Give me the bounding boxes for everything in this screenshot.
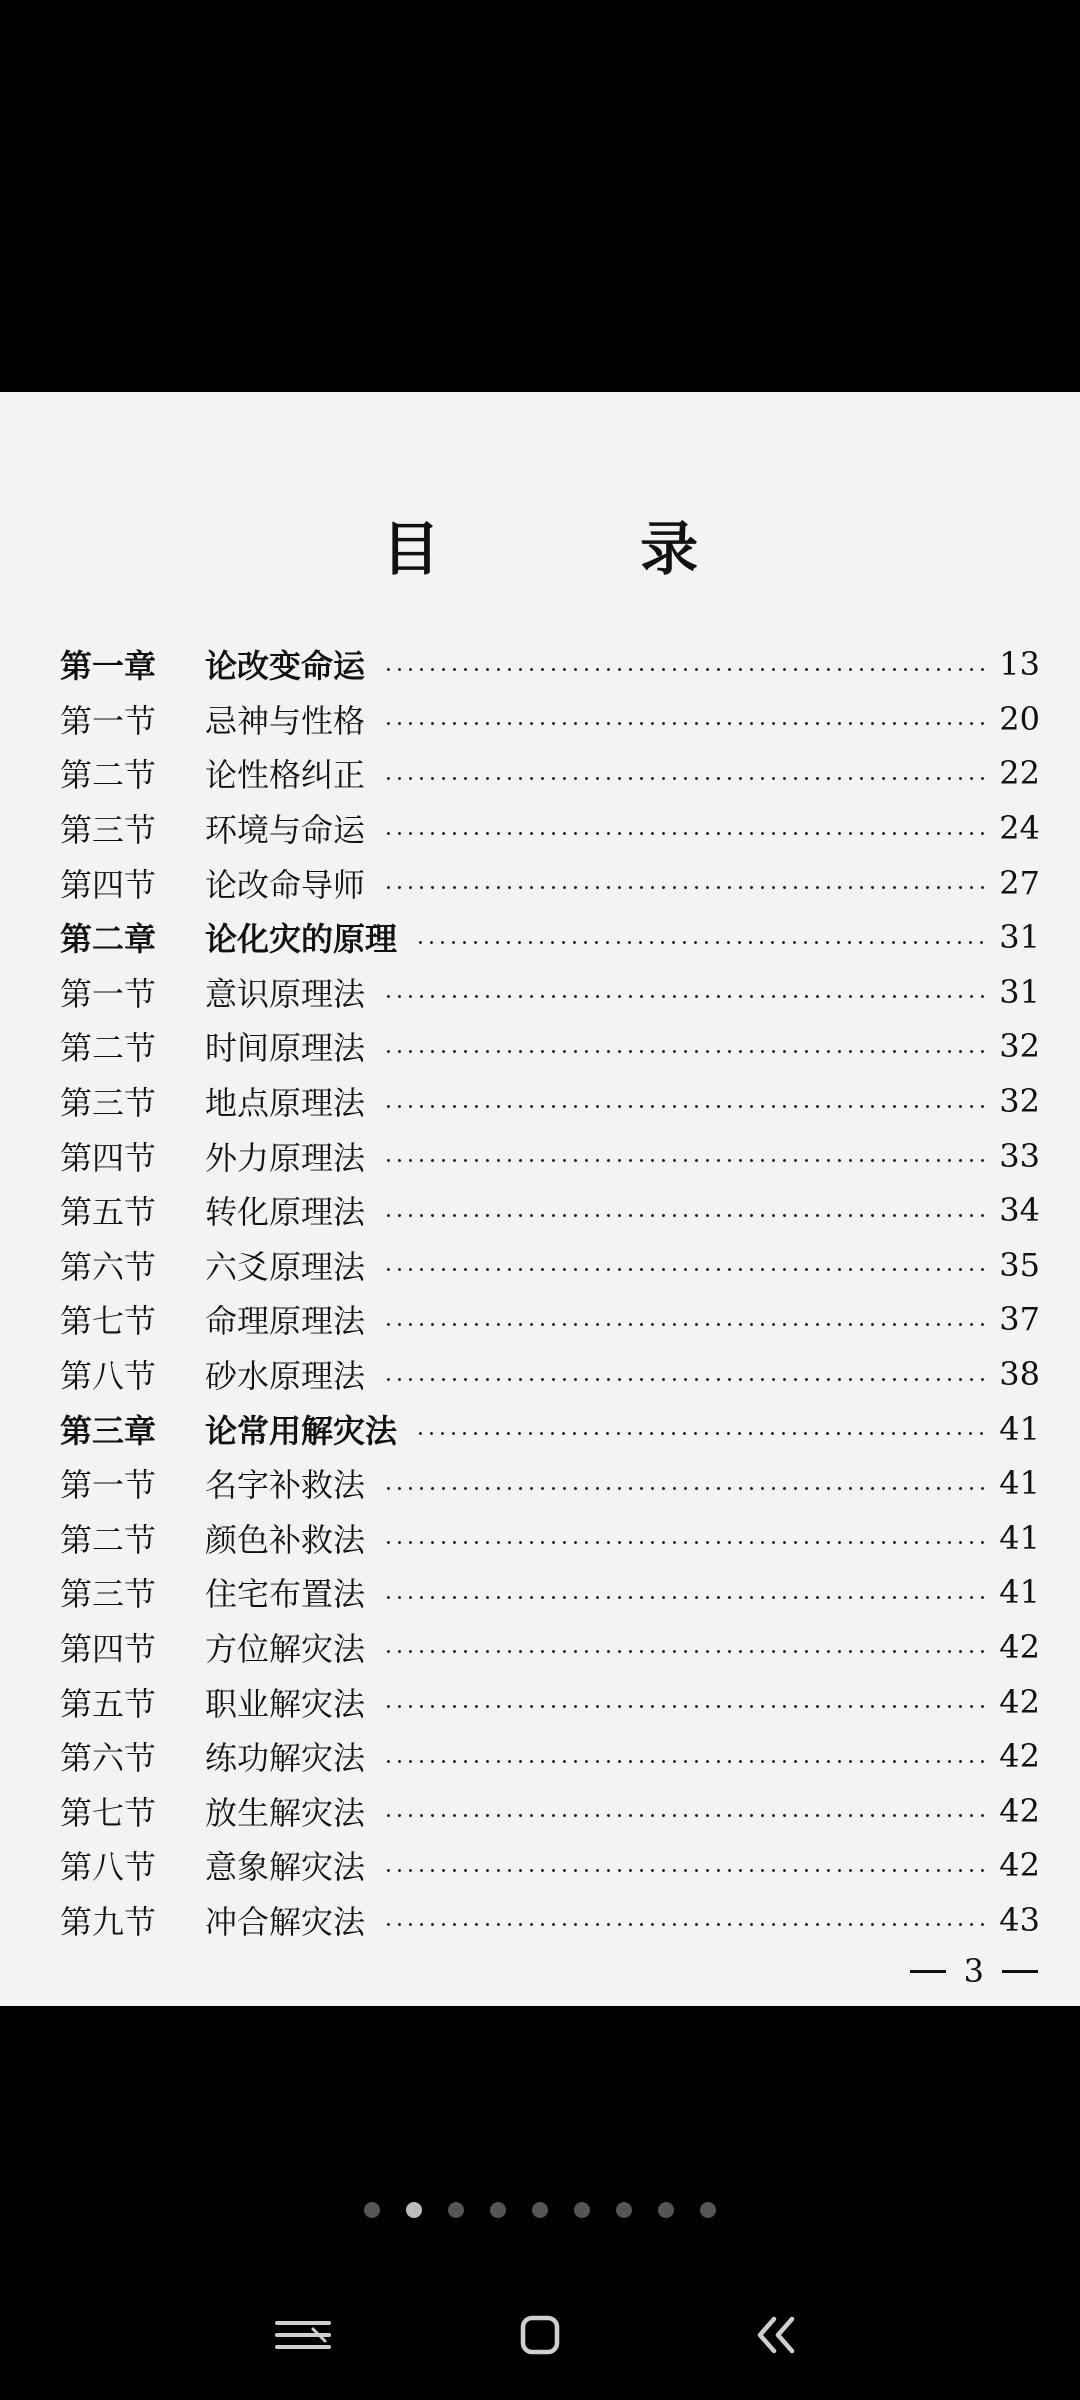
toc-title: 转化原理法 bbox=[205, 1193, 366, 1232]
toc-leader-dots bbox=[383, 1268, 988, 1271]
toc-section-row[interactable] bbox=[60, 1893, 1040, 1948]
toc-leader-dots bbox=[383, 886, 988, 889]
toc-page-number: 24 bbox=[999, 809, 1040, 848]
toc-page-number: 41 bbox=[999, 1518, 1040, 1557]
toc-label: 第五节 bbox=[60, 1193, 157, 1232]
toc-section-row[interactable] bbox=[60, 1729, 1040, 1784]
toc-leader-dots bbox=[383, 1760, 988, 1763]
toc-label: 第八节 bbox=[60, 1357, 157, 1396]
toc-title: 放生解灾法 bbox=[205, 1793, 366, 1832]
pager-dot[interactable] bbox=[616, 2202, 632, 2218]
pager-dot[interactable] bbox=[406, 2202, 422, 2218]
toc-section-row[interactable] bbox=[60, 1292, 1040, 1347]
toc-label: 第一章 bbox=[60, 647, 157, 686]
table-of-contents bbox=[60, 637, 1040, 1947]
toc-section-row[interactable] bbox=[60, 1183, 1040, 1238]
toc-page-number: 37 bbox=[999, 1300, 1040, 1339]
page-number bbox=[910, 1952, 1038, 1990]
toc-section-row[interactable] bbox=[60, 1838, 1040, 1893]
toc-label: 第二节 bbox=[60, 1029, 157, 1068]
toc-section-row[interactable] bbox=[60, 1456, 1040, 1511]
toc-title: 论性格纠正 bbox=[205, 756, 366, 795]
toc-leader-dots bbox=[383, 1050, 988, 1053]
back-button[interactable] bbox=[717, 2290, 837, 2380]
toc-label: 第三章 bbox=[60, 1411, 157, 1450]
home-button[interactable] bbox=[480, 2290, 600, 2380]
toc-label: 第二节 bbox=[60, 756, 157, 795]
home-icon bbox=[518, 2313, 562, 2357]
toc-leader-dots bbox=[383, 722, 988, 725]
toc-page-number: 42 bbox=[999, 1627, 1040, 1666]
toc-page-number: 42 bbox=[999, 1737, 1040, 1776]
toc-leader-dots bbox=[383, 832, 988, 835]
toc-label: 第七节 bbox=[60, 1793, 157, 1832]
toc-title: 住宅布置法 bbox=[205, 1575, 366, 1614]
toc-section-row[interactable] bbox=[60, 965, 1040, 1020]
pager-dot[interactable] bbox=[364, 2202, 380, 2218]
page-indicator bbox=[0, 2202, 1080, 2218]
toc-title: 地点原理法 bbox=[205, 1084, 366, 1123]
toc-title: 六爻原理法 bbox=[205, 1247, 366, 1286]
toc-label: 第五节 bbox=[60, 1684, 157, 1723]
toc-page-number: 35 bbox=[999, 1245, 1040, 1284]
toc-leader-dots bbox=[383, 1814, 988, 1817]
toc-label: 第一节 bbox=[60, 974, 157, 1013]
toc-leader-dots bbox=[383, 1487, 988, 1490]
toc-label: 第一节 bbox=[60, 1466, 157, 1505]
toc-section-row[interactable] bbox=[60, 1511, 1040, 1566]
toc-leader-dots bbox=[383, 777, 988, 780]
toc-label: 第九节 bbox=[60, 1902, 157, 1941]
toc-leader-dots bbox=[383, 1214, 988, 1217]
toc-label: 第六节 bbox=[60, 1739, 157, 1778]
toc-label: 第一节 bbox=[60, 701, 157, 740]
toc-title: 外力原理法 bbox=[205, 1138, 366, 1177]
document-page[interactable] bbox=[0, 392, 1080, 2006]
toc-title: 冲合解灾法 bbox=[205, 1902, 366, 1941]
toc-title: 意象解灾法 bbox=[205, 1848, 366, 1887]
toc-title: 论改变命运 bbox=[205, 647, 366, 686]
toc-leader-dots bbox=[383, 1869, 988, 1872]
system-navigation-bar bbox=[0, 2290, 1080, 2380]
toc-section-row[interactable] bbox=[60, 1783, 1040, 1838]
toc-page-number: 43 bbox=[999, 1900, 1040, 1939]
pager-dot[interactable] bbox=[448, 2202, 464, 2218]
toc-section-row[interactable] bbox=[60, 1074, 1040, 1129]
pager-dot[interactable] bbox=[532, 2202, 548, 2218]
toc-section-row[interactable] bbox=[60, 1238, 1040, 1293]
menu-icon bbox=[273, 2315, 333, 2355]
toc-leader-dots bbox=[383, 1596, 988, 1599]
toc-chapter-row[interactable] bbox=[60, 1401, 1040, 1456]
toc-page-number: 27 bbox=[999, 863, 1040, 902]
toc-section-row[interactable] bbox=[60, 1674, 1040, 1729]
toc-label: 第四节 bbox=[60, 1138, 157, 1177]
page-number-value: 3 bbox=[963, 1952, 984, 1990]
toc-section-row[interactable] bbox=[60, 1128, 1040, 1183]
toc-section-row[interactable] bbox=[60, 1019, 1040, 1074]
toc-title: 时间原理法 bbox=[205, 1029, 366, 1068]
toc-section-row[interactable] bbox=[60, 746, 1040, 801]
toc-leader-dots bbox=[383, 1923, 988, 1926]
toc-page-number: 34 bbox=[999, 1191, 1040, 1230]
toc-section-row[interactable] bbox=[60, 1565, 1040, 1620]
toc-page-number: 41 bbox=[999, 1409, 1040, 1448]
toc-page-number: 32 bbox=[999, 1082, 1040, 1121]
toc-label: 第四节 bbox=[60, 865, 157, 904]
toc-page-number: 31 bbox=[999, 918, 1040, 957]
toc-label: 第七节 bbox=[60, 1302, 157, 1341]
toc-title: 忌神与性格 bbox=[205, 701, 366, 740]
pager-dot[interactable] bbox=[700, 2202, 716, 2218]
toc-page-number: 41 bbox=[999, 1573, 1040, 1612]
dash-left bbox=[910, 1970, 946, 1973]
toc-page-number: 42 bbox=[999, 1846, 1040, 1885]
toc-label: 第三节 bbox=[60, 1575, 157, 1614]
toc-section-row[interactable] bbox=[60, 801, 1040, 856]
toc-page-number: 22 bbox=[999, 754, 1040, 793]
toc-leader-dots bbox=[383, 668, 988, 671]
pager-dot[interactable] bbox=[658, 2202, 674, 2218]
menu-button[interactable] bbox=[243, 2290, 363, 2380]
toc-leader-dots bbox=[383, 1378, 988, 1381]
toc-title: 职业解灾法 bbox=[205, 1684, 366, 1723]
toc-chapter-row[interactable] bbox=[60, 910, 1040, 965]
toc-page-number: 20 bbox=[999, 699, 1040, 738]
toc-section-row[interactable] bbox=[60, 1347, 1040, 1402]
toc-leader-dots bbox=[383, 1541, 988, 1544]
toc-page-number: 41 bbox=[999, 1464, 1040, 1503]
pager-dot[interactable] bbox=[490, 2202, 506, 2218]
toc-label: 第三节 bbox=[60, 811, 157, 850]
dash-right bbox=[1002, 1970, 1038, 1973]
toc-page-number: 31 bbox=[999, 972, 1040, 1011]
toc-label: 第四节 bbox=[60, 1629, 157, 1668]
toc-page-number: 38 bbox=[999, 1355, 1040, 1394]
toc-section-row[interactable] bbox=[60, 855, 1040, 910]
toc-section-row[interactable] bbox=[60, 692, 1040, 747]
toc-label: 第八节 bbox=[60, 1848, 157, 1887]
toc-title: 命理原理法 bbox=[205, 1302, 366, 1341]
back-icon bbox=[752, 2313, 802, 2357]
toc-title: 论常用解灾法 bbox=[205, 1411, 398, 1450]
toc-leader-dots bbox=[383, 1105, 988, 1108]
toc-label: 第二章 bbox=[60, 920, 157, 959]
toc-title: 名字补救法 bbox=[205, 1466, 366, 1505]
toc-label: 第三节 bbox=[60, 1084, 157, 1123]
toc-leader-dots bbox=[383, 1705, 988, 1708]
toc-title: 颜色补救法 bbox=[205, 1520, 366, 1559]
toc-title: 练功解灾法 bbox=[205, 1739, 366, 1778]
toc-label: 第六节 bbox=[60, 1247, 157, 1286]
toc-page-number: 33 bbox=[999, 1136, 1040, 1175]
toc-leader-dots bbox=[415, 1432, 988, 1435]
toc-leader-dots bbox=[383, 1323, 988, 1326]
toc-leader-dots bbox=[383, 995, 988, 998]
toc-section-row[interactable] bbox=[60, 1620, 1040, 1675]
toc-title: 环境与命运 bbox=[205, 811, 366, 850]
toc-label: 第二节 bbox=[60, 1520, 157, 1559]
toc-title: 论改命导师 bbox=[205, 865, 366, 904]
toc-title: 方位解灾法 bbox=[205, 1629, 366, 1668]
toc-page-number: 42 bbox=[999, 1791, 1040, 1830]
toc-leader-dots bbox=[383, 1159, 988, 1162]
toc-page-number: 32 bbox=[999, 1027, 1040, 1066]
pager-dot[interactable] bbox=[574, 2202, 590, 2218]
toc-page-number: 42 bbox=[999, 1682, 1040, 1721]
toc-title: 砂水原理法 bbox=[205, 1357, 366, 1396]
toc-chapter-row[interactable] bbox=[60, 637, 1040, 692]
toc-title: 论化灾的原理 bbox=[205, 920, 398, 959]
toc-leader-dots bbox=[415, 941, 988, 944]
page-title: 目 录 bbox=[381, 515, 789, 583]
toc-page-number: 13 bbox=[999, 645, 1040, 684]
toc-leader-dots bbox=[383, 1650, 988, 1653]
toc-title: 意识原理法 bbox=[205, 974, 366, 1013]
